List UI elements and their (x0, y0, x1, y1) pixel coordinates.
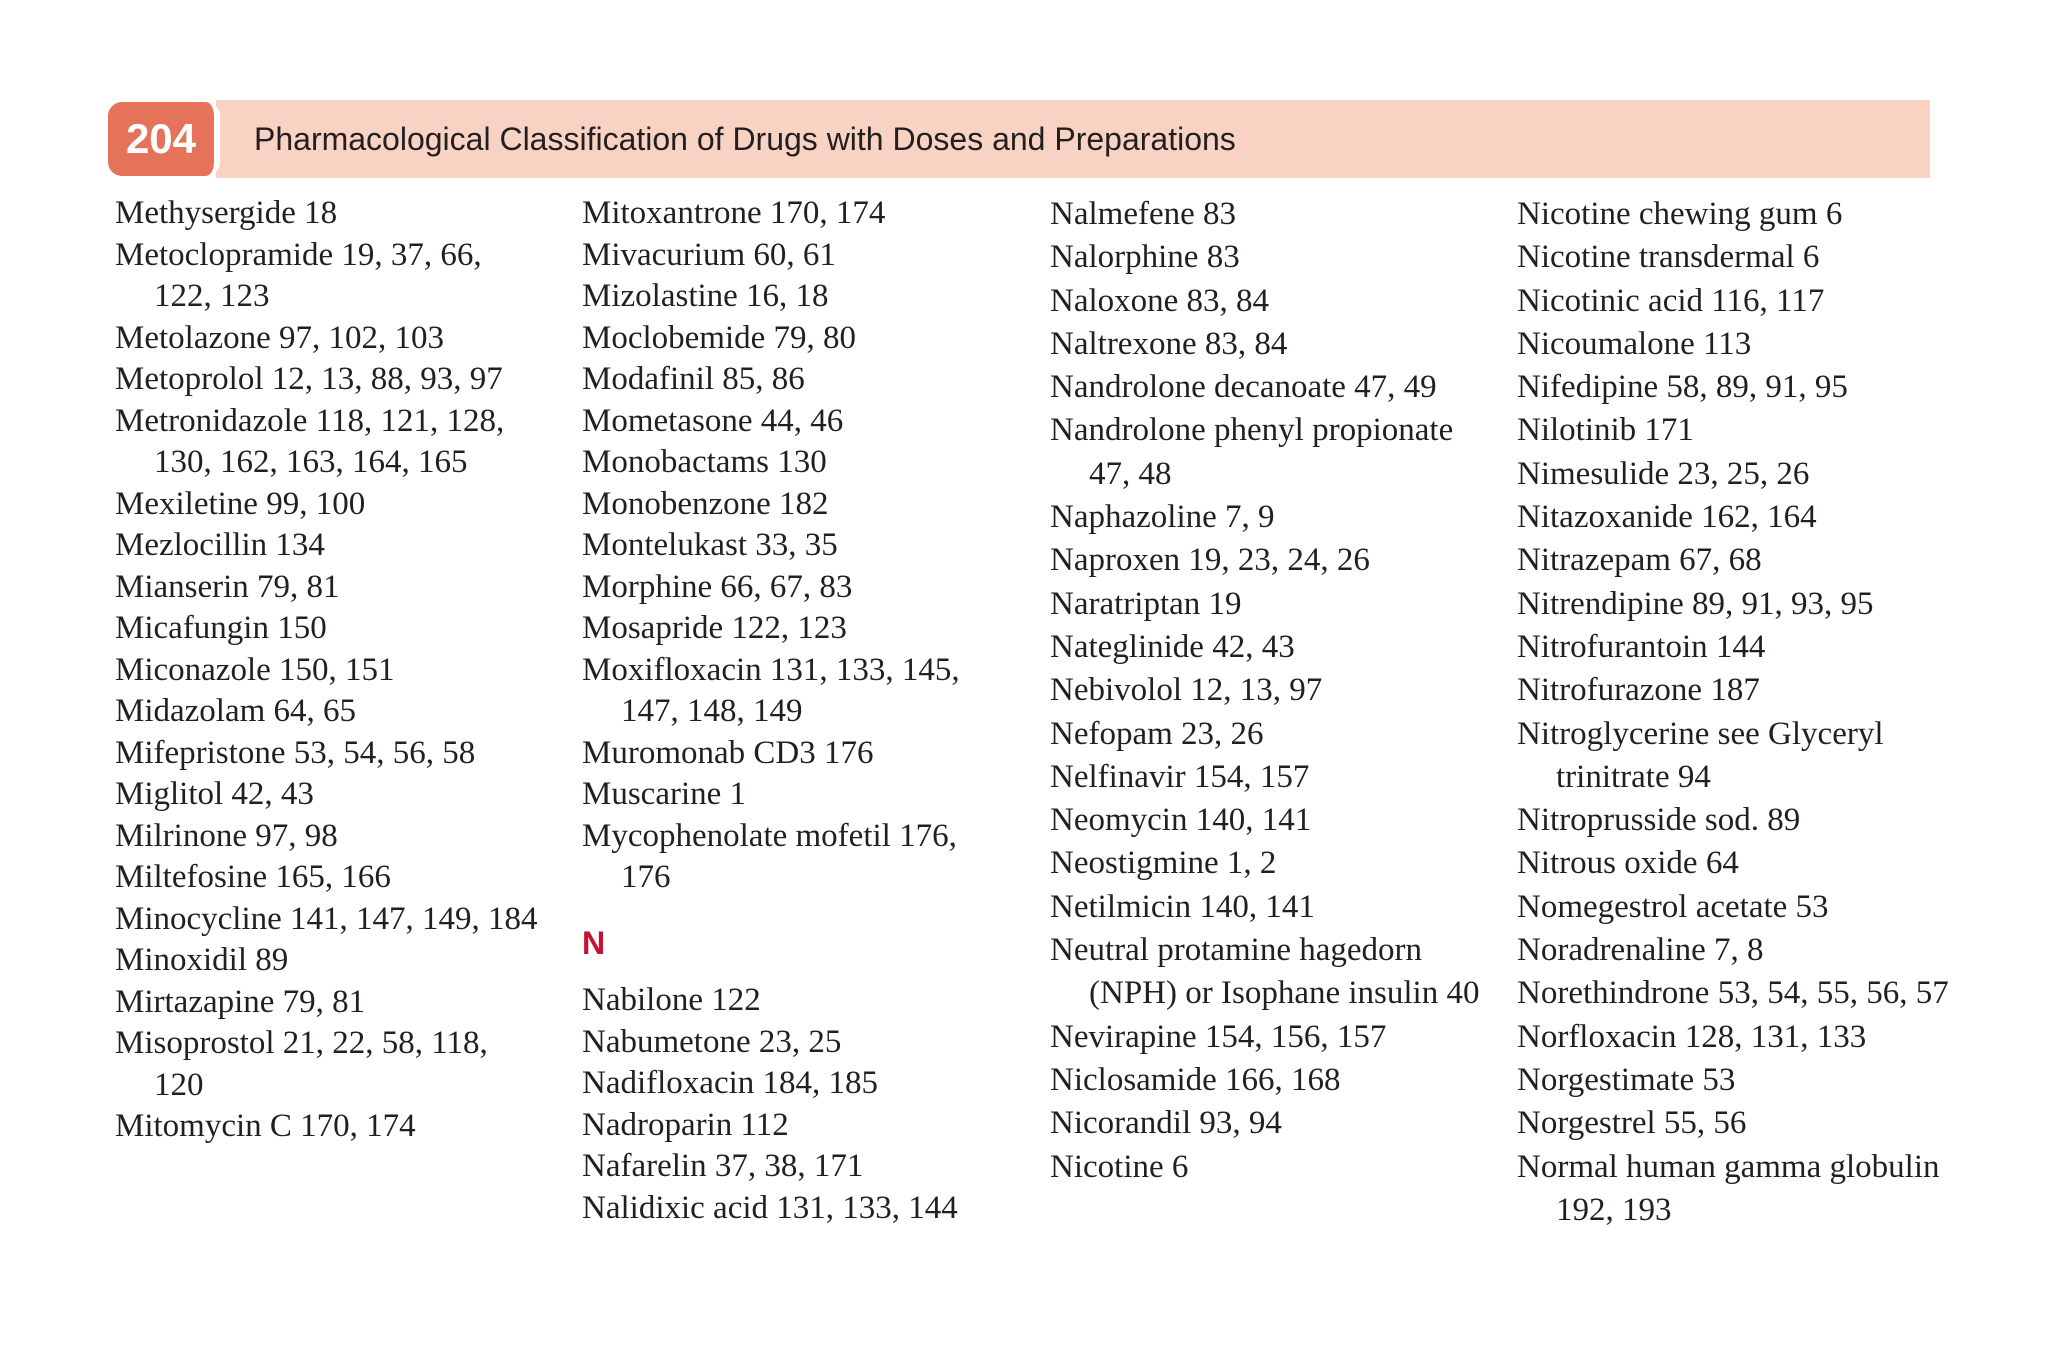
index-entry: Nefopam 23, 26 (1050, 715, 1264, 752)
index-entry: Nalidixic acid 131, 133, 144 (582, 1189, 958, 1226)
index-entry: Nitrendipine 89, 91, 93, 95 (1517, 585, 1874, 622)
index-entry: Muscarine 1 (582, 776, 747, 812)
index-entry: Mivacurium 60, 61 (582, 236, 836, 273)
index-entry: Nitazoxanide 162, 164 (1517, 499, 1817, 536)
index-entry: Naratriptan 19 (1050, 585, 1242, 622)
index-entry: Nabilone 122 (582, 982, 761, 1018)
index-entry: Midazolam 64, 65 (115, 693, 357, 729)
index-entry: Nicotinic acid 116, 117 (1517, 282, 1825, 319)
index-entry: Neostigmine 1, 2 (1050, 845, 1277, 882)
index-entry: Miltefosine 165, 166 (115, 859, 391, 895)
page-number-badge: 204 (108, 102, 220, 176)
index-entry: Naproxen 19, 23, 24, 26 (1050, 542, 1370, 579)
index-entry: Norfloxacin 128, 131, 133 (1517, 1018, 1867, 1055)
index-entry: Neomycin 140, 141 (1050, 802, 1312, 839)
index-entry: Milrinone 97, 98 (115, 817, 338, 854)
index-entry: Mexiletine 99, 100 (115, 485, 366, 522)
index-column-1 (115, 193, 545, 1148)
index-entry: Mycophenolate mofetil 176, 176 (582, 817, 957, 895)
index-entry: Nandrolone decanoate 47, 49 (1050, 369, 1437, 406)
index-entry: Norethindrone 53, 54, 55, 56, 57 (1517, 975, 1949, 1012)
index-entry: Nifedipine 58, 89, 91, 95 (1517, 369, 1848, 406)
index-entry: Morphine 66, 67, 83 (582, 568, 853, 605)
index-entry: Nilotinib 171 (1517, 412, 1694, 449)
index-entry: Nimesulide 23, 25, 26 (1517, 455, 1810, 492)
index-column-2 (582, 193, 1012, 1229)
index-entry: Nevirapine 154, 156, 157 (1050, 1018, 1387, 1055)
index-column-2-n-entries (582, 980, 1012, 1229)
index-entry: Nalorphine 83 (1050, 239, 1240, 276)
section-letter-n: N (582, 924, 606, 961)
index-entry: Metolazone 97, 102, 103 (115, 319, 445, 356)
index-entry: Nitrazepam 67, 68 (1517, 542, 1762, 579)
index-entry: Normal human gamma globulin 192, 193 (1517, 1148, 1940, 1228)
index-entry: Mizolastine 16, 18 (582, 278, 829, 314)
index-entry: Netilmicin 140, 141 (1050, 888, 1315, 925)
index-entry: Misoprostol 21, 22, 58, 118, 120 (115, 1025, 488, 1103)
index-entry: Micafungin 150 (115, 610, 327, 646)
index-entry: Mifepristone 53, 54, 56, 58 (115, 734, 476, 771)
index-entry: Methysergide 18 (115, 195, 338, 231)
index-column-3 (1050, 193, 1490, 1189)
index-entry: Naphazoline 7, 9 (1050, 499, 1275, 536)
index-entry: Nandrolone phenyl propionate 47, 48 (1050, 412, 1454, 492)
index-entry: Nitrous oxide 64 (1517, 845, 1739, 882)
index-entry: Nebivolol 12, 13, 97 (1050, 672, 1323, 709)
index-entry: Monobactams 130 (582, 444, 827, 480)
index-entry: Moxifloxacin 131, 133, 145, 147, 148, 149 (582, 651, 960, 729)
index-entry: Montelukast 33, 35 (582, 527, 838, 563)
running-title: Pharmacological Classification of Drugs with Doses and Preparations (254, 120, 1236, 157)
index-entry: Nomegestrol acetate 53 (1517, 888, 1829, 925)
index-entry: Nitroprusside sod. 89 (1517, 802, 1801, 839)
index-entry: Minocycline 141, 147, 149, 184 (115, 900, 538, 937)
index-entry: Nicotine chewing gum 6 (1517, 196, 1843, 232)
index-entry: Nabumetone 23, 25 (582, 1023, 842, 1060)
index-entry: Nalmefene 83 (1050, 196, 1236, 232)
index-entry: Mianserin 79, 81 (115, 568, 340, 605)
index-entry: Nafarelin 37, 38, 171 (582, 1148, 864, 1184)
index-entry: Nitroglycerine see Glyceryl trinitrate 94 (1517, 715, 1884, 795)
index-entry: Nitrofurazone 187 (1517, 672, 1760, 709)
index-entry: Mezlocillin 134 (115, 527, 325, 563)
index-entry: Noradrenaline 7, 8 (1517, 932, 1764, 969)
index-entry: Nicotine 6 (1050, 1148, 1189, 1185)
index-entry: Monobenzone 182 (582, 485, 829, 522)
index-entry: Nateglinide 42, 43 (1050, 628, 1295, 665)
page-header (108, 100, 1930, 178)
index-entry: Nicorandil 93, 94 (1050, 1105, 1282, 1142)
index-entry: Norgestrel 55, 56 (1517, 1105, 1747, 1142)
index-column-2-m-entries (582, 193, 1012, 899)
index-entry: Neutral protamine hagedorn (NPH) or Isophane insulin 40 (1050, 932, 1480, 1012)
index-entry: Naltrexone 83, 84 (1050, 325, 1288, 362)
index-entry: Metoprolol 12, 13, 88, 93, 97 (115, 361, 503, 397)
index-entry: Nadroparin 112 (582, 1106, 789, 1143)
index-entry: Metoclopramide 19, 37, 66, 122, 123 (115, 236, 482, 314)
index-entry: Modafinil 85, 86 (582, 361, 805, 397)
index-entry: Naloxone 83, 84 (1050, 282, 1270, 319)
index-entry: Niclosamide 166, 168 (1050, 1061, 1341, 1098)
index-entry: Muromonab CD3 176 (582, 734, 874, 771)
index-entry: Mitoxantrone 170, 174 (582, 195, 886, 231)
index-entry: Mitomycin C 170, 174 (115, 1108, 416, 1144)
index-entry: Nicotine transdermal 6 (1517, 239, 1820, 276)
index-entry: Mosapride 122, 123 (582, 610, 847, 646)
index-entry: Moclobemide 79, 80 (582, 319, 857, 356)
index-entry: Nadifloxacin 184, 185 (582, 1065, 879, 1101)
index-entry: Nelfinavir 154, 157 (1050, 758, 1310, 795)
index-entry: Metronidazole 118, 121, 128, 130, 162, 163, 164, 165 (115, 402, 505, 480)
index-entry: Mometasone 44, 46 (582, 402, 844, 439)
index-entry: Mirtazapine 79, 81 (115, 983, 366, 1020)
index-entry: Norgestimate 53 (1517, 1061, 1736, 1098)
index-entry: Nicoumalone 113 (1517, 325, 1752, 362)
index-entry: Miglitol 42, 43 (115, 776, 314, 812)
index-entry: Miconazole 150, 151 (115, 651, 395, 688)
index-column-4 (1517, 193, 1957, 1232)
index-entry: Nitrofurantoin 144 (1517, 628, 1766, 665)
index-entry: Minoxidil 89 (115, 942, 289, 978)
